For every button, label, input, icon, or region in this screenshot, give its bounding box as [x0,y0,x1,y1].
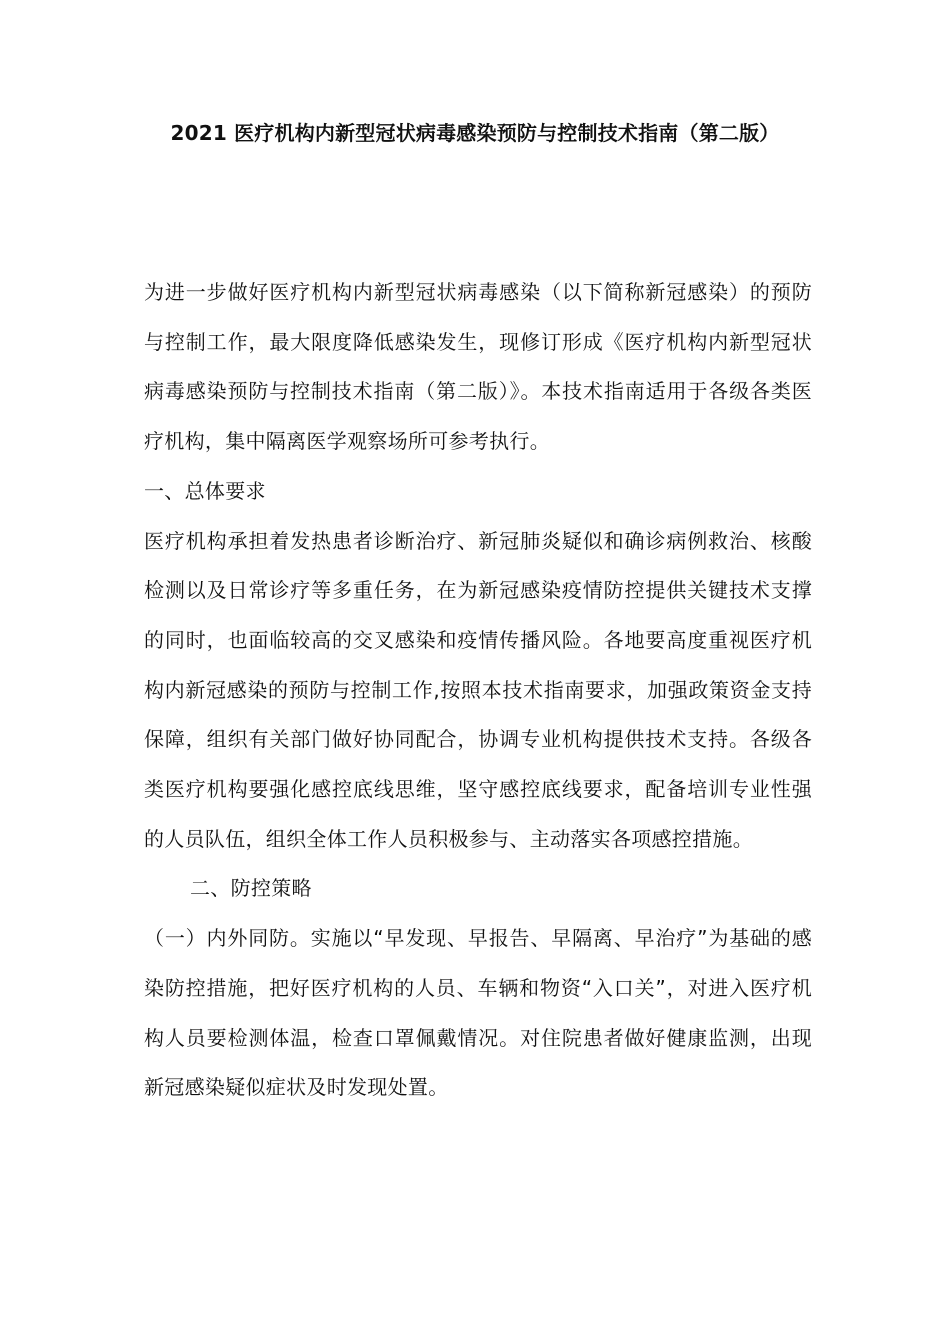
section-heading-prevention-strategy: 二、防控策略 [190,876,312,901]
document-body [144,268,812,1113]
general-requirements-paragraph: 医疗机构承担着发热患者诊断治疗、新冠肺炎疑似和确诊病例救治、核酸检测以及日常诊疗等多重任务，在为新冠感染疫情防控提供关键技术支撑的同时，也面临较高的交叉感染和疫情传播风险。各地要高度重视医疗机构内新冠感染的预防与控制工作,按照本技术指南要求，加强政策资金支持保障，组织有关部门做好协同配合，协调专业机构提供技术支持。各级各类医疗机构要强化感控底线思维，坚守感控底线要求，配备培训专业性强的人员队伍，组织全体工作人员积极参与、主动落实各项感控措施。 [144,528,812,851]
section-heading-general-requirements: 一、总体要求 [144,478,266,503]
intro-paragraph: 为进一步做好医疗机构内新型冠状病毒感染（以下简称新冠感染）的预防与控制工作，最大限度降低感染发生，现修订形成《医疗机构内新型冠状病毒感染预防与控制技术指南（第二版）》。本技术指南适用于各级各类医疗机构，集中隔离医学观察场所可参考执行。 [144,280,812,454]
document-title: 2021 医疗机构内新型冠状病毒感染预防与控制技术指南（第二版） [170,121,780,145]
prevention-strategy-paragraph: （一）内外同防。实施以“早发现、早报告、早隔离、早治疗”为基础的感染防控措施，把好医疗机构的人员、车辆和物资“入口关”，对进入医疗机构人员要检测体温，检查口罩佩戴情况。对住院患者做好健康监测，出现新冠感染疑似症状及时发现处置。 [144,926,812,1100]
